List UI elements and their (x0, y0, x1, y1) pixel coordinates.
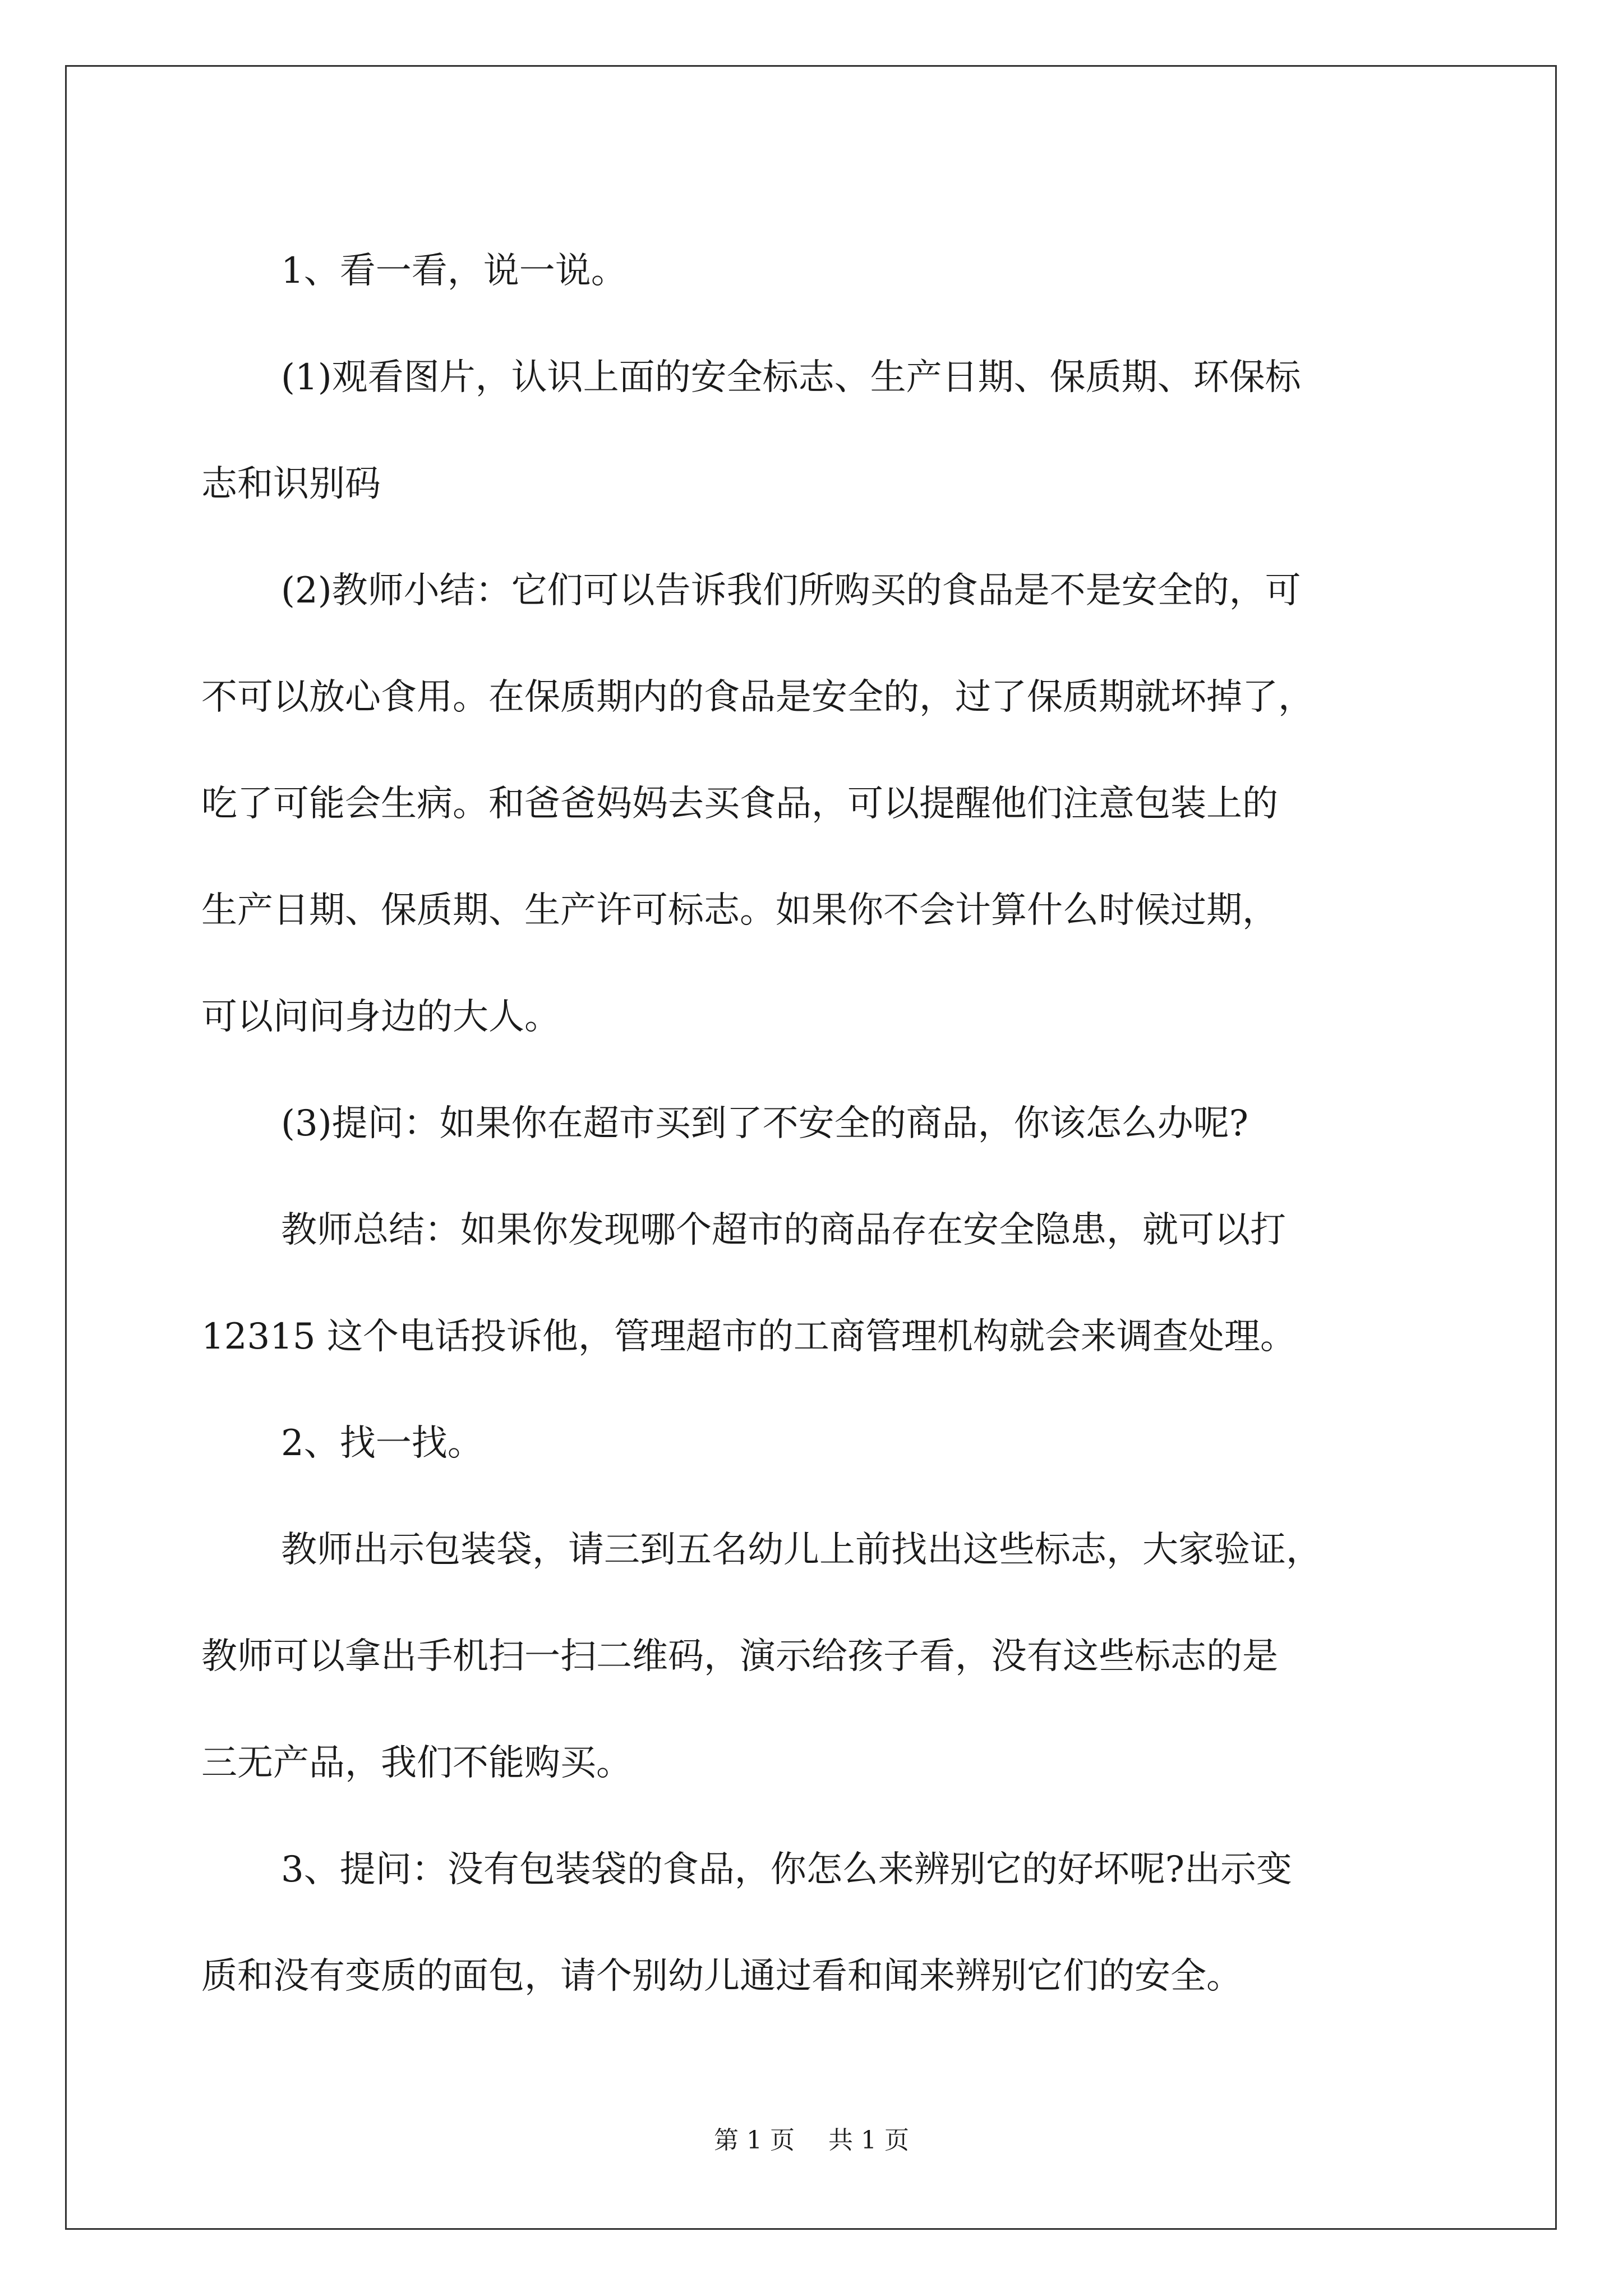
paragraph-3 (201, 537, 1452, 1070)
text-line: 教师出示包装袋，请三到五名幼儿上前找出这些标志，大家验证， (281, 1529, 1322, 1571)
paragraph-1 (201, 218, 1452, 324)
paragraph-5 (201, 1177, 1452, 1390)
text-line: 12315 这个电话投诉他，管理超市的工商管理机构就会来调查处理。 (201, 1316, 1296, 1358)
paragraph-8 (201, 1816, 1452, 2030)
text-line: 2、找一找。 (281, 1423, 483, 1464)
document-body (201, 218, 1452, 2030)
text-line: 教师可以拿出手机扫一扫二维码，演示给孩子看，没有这些标志的是 (201, 1636, 1278, 1677)
text-line: (2)教师小结：它们可以告诉我们所购买的食品是不是安全的，可 (281, 570, 1301, 611)
page-number: 第 1 页 (714, 2126, 795, 2155)
paragraph-2 (201, 324, 1452, 537)
text-line: 教师总结：如果你发现哪个超市的商品存在安全隐患，就可以打 (281, 1209, 1286, 1251)
text-line: 生产日期、保质期、生产许可标志。如果你不会计算什么时候过期， (201, 890, 1278, 931)
text-line: 吃了可能会生病。和爸爸妈妈去买食品，可以提醒他们注意包装上的 (201, 783, 1278, 825)
text-line: 1、看一看，说一说。 (281, 250, 627, 292)
paragraph-7 (201, 1497, 1452, 1816)
text-line: 质和没有变质的面包，请个别幼儿通过看和闻来辨别它们的安全。 (201, 1955, 1242, 1997)
text-line: 3、提问：没有包装袋的食品，你怎么来辨别它的好坏呢?出示变 (281, 1849, 1293, 1890)
text-line: 不可以放心食用。在保质期内的食品是安全的，过了保质期就坏掉了， (201, 677, 1314, 718)
text-line: (1)观看图片，认识上面的安全标志、生产日期、保质期、环保标 (281, 357, 1301, 398)
text-line: 志和识别码 (201, 463, 381, 505)
page-footer (0, 2124, 1623, 2157)
paragraph-6 (201, 1390, 1452, 1497)
text-line: 三无产品，我们不能购买。 (201, 1742, 632, 1784)
text-line: (3)提问：如果你在超市买到了不安全的商品，你该怎么办呢? (281, 1103, 1248, 1144)
text-line: 可以问问身边的大人。 (201, 996, 560, 1038)
paragraph-4 (201, 1070, 1452, 1177)
page-total: 共 1 页 (828, 2126, 909, 2155)
